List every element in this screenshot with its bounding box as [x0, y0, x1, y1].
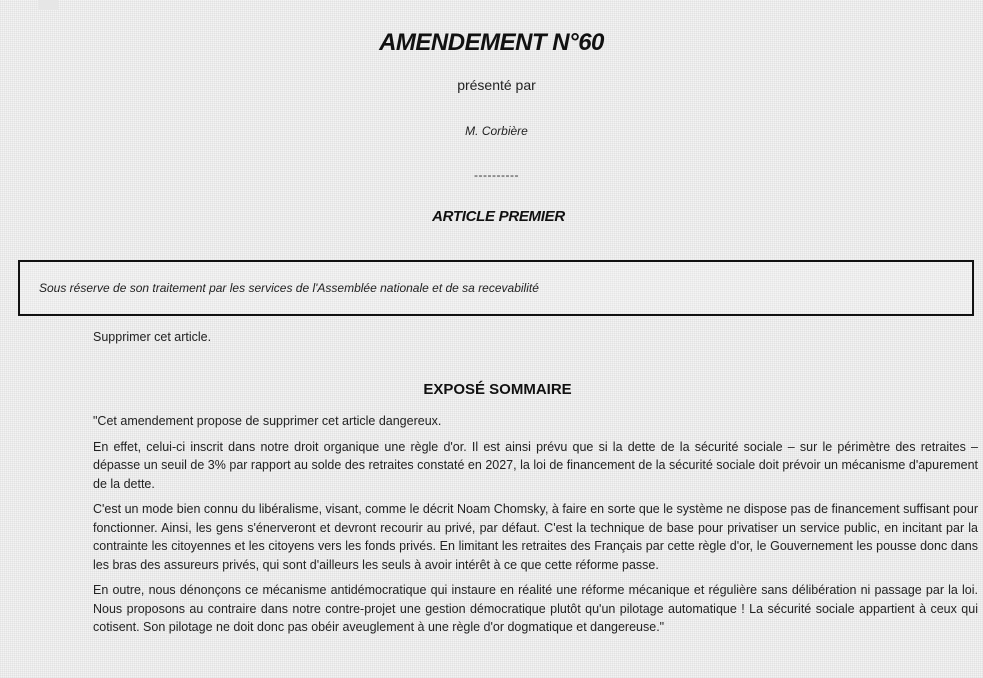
expose-paragraph: En effet, celui-ci inscrit dans notre droit organique une règle d'or. Il est ainsi prévu que si la dette de la sécurité sociale – sur le périmètre des retraites – dépasse un seuil de 3% par rapport au solde des retraites constaté en 2027, la loi de financement de la sécurité sociale doit prévoir un mécanisme d'apurement de la dette.	[93, 439, 978, 491]
separator-line: ----------	[474, 168, 519, 182]
expose-paragraph: "Cet amendement propose de supprimer cet article dangereux.	[93, 414, 442, 428]
amendment-action: Supprimer cet article.	[93, 330, 212, 344]
expose-paragraph: En outre, nous dénonçons ce mécanisme antidémocratique qui instaure en réalité une réforme mécanique et régulière sans délibération ni passage par la loi. Nous proposons au contraire dans notre contre-projet une gestion démocratique plutôt qu'un pilotage automatique ! La sécurité sociale appartient à ceux qui cotisent. Son pilotage ne doit donc pas obéir aveuglement à une règle d'or dogmatique et dangereuse."	[93, 583, 978, 634]
admissibility-notice-text: Sous réserve de son traitement par les services de l'Assemblée nationale et de sa recevabilité	[39, 281, 539, 295]
expose-sommaire-heading: EXPOSÉ SOMMAIRE	[423, 381, 572, 398]
admissibility-notice-box	[18, 260, 974, 316]
expose-sommaire-body	[93, 412, 978, 644]
expose-paragraph: C'est un mode bien connu du libéralisme, visant, comme le décrit Noam Chomsky, à faire en sorte que le système ne dispose pas de financement suffisant pour fonctionner. Ainsi, les gens s'énerveront et devront recourir au privé, par défaut. C'est la technique de base pour privatiser un service public, en incitant par la contrainte les citoyennes et les citoyens vers les fonds privés. En limitant les retraites des Français par cette règle d'or, le Gouvernement les pousse donc dans les bras des assureurs privés, qui sont d'ailleurs les seuls à avoir intérêt à ce que cette réforme passe.	[93, 502, 978, 572]
amendment-title: AMENDEMENT N°60	[379, 29, 604, 56]
author-name: M. Corbière	[465, 124, 528, 138]
presented-by-label: présenté par	[457, 77, 536, 93]
article-heading: ARTICLE PREMIER	[432, 208, 565, 225]
corner-tab	[38, 0, 58, 10]
